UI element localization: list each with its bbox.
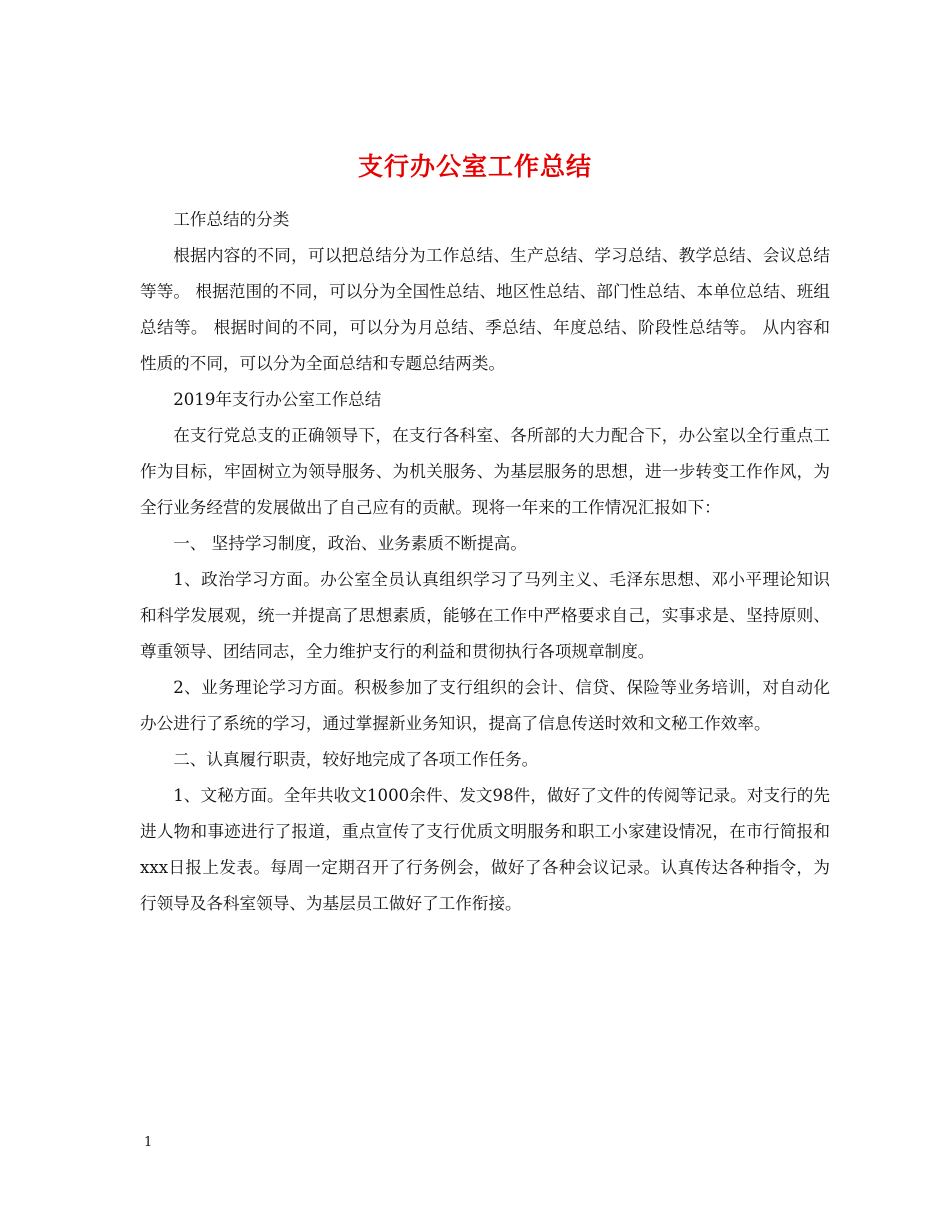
page-number: 1 [144, 1135, 153, 1150]
paragraph-political-study: 1、政治学习方面。办公室全员认真组织学习了马列主义、毛泽东思想、邓小平理论知识和科学发展观，统一并提高了思想素质，能够在工作中严格要求自己，实事求是、坚持原则、尊重领导、团结同志，全力维护支行的利益和贯彻执行各项规章制度。 [140, 570, 830, 661]
document-title: 支行办公室工作总结 [357, 151, 592, 181]
paragraph-category-description: 根据内容的不同，可以把总结分为工作总结、生产总结、学习总结、教学总结、会议总结等等。 根据范围的不同，可以分为全国性总结、地区性总结、部门性总结、本单位总结、班组总结等。 根据时间的不同，可以分为月总结、季总结、年度总结、阶段性总结等。 从内容和性质的不同，可以分为全面总结和专题总结两类。 [140, 246, 830, 373]
paragraph-introduction: 在支行党总支的正确领导下，在支行各科室、各所部的大力配合下，办公室以全行重点工作为目标，牢固树立为领导服务、为机关服务、为基层服务的思想，进一步转变工作作风，为全行业务经营的发展做出了自己应有的贡献。现将一年来的工作情况汇报如下： [140, 426, 830, 517]
document-body [140, 202, 830, 922]
paragraph-report-heading: 2019年支行办公室工作总结 [173, 390, 382, 409]
paragraph-secretarial-work: 1、文秘方面。全年共收文1000余件、发文98件，做好了文件的传阅等记录。对支行的先进人物和事迹进行了报道，重点宣传了支行优质文明服务和职工小家建设情况，在市行简报和xxx日报上发表。每周一定期召开了行务例会，做好了各种会议记录。认真传达各种指令，为行领导及各科室领导、为基层员工做好了工作衔接。 [140, 786, 830, 913]
paragraph-category-heading: 工作总结的分类 [173, 210, 290, 229]
section-heading-duties: 二、认真履行职责，较好地完成了各项工作任务。 [173, 750, 539, 769]
section-heading-study: 一、 坚持学习制度，政治、业务素质不断提高。 [173, 534, 527, 553]
paragraph-business-study: 2、业务理论学习方面。积极参加了支行组织的会计、信贷、保险等业务培训，对自动化办公进行了系统的学习，通过掌握新业务知识，提高了信息传送时效和文秘工作效率。 [140, 678, 830, 733]
